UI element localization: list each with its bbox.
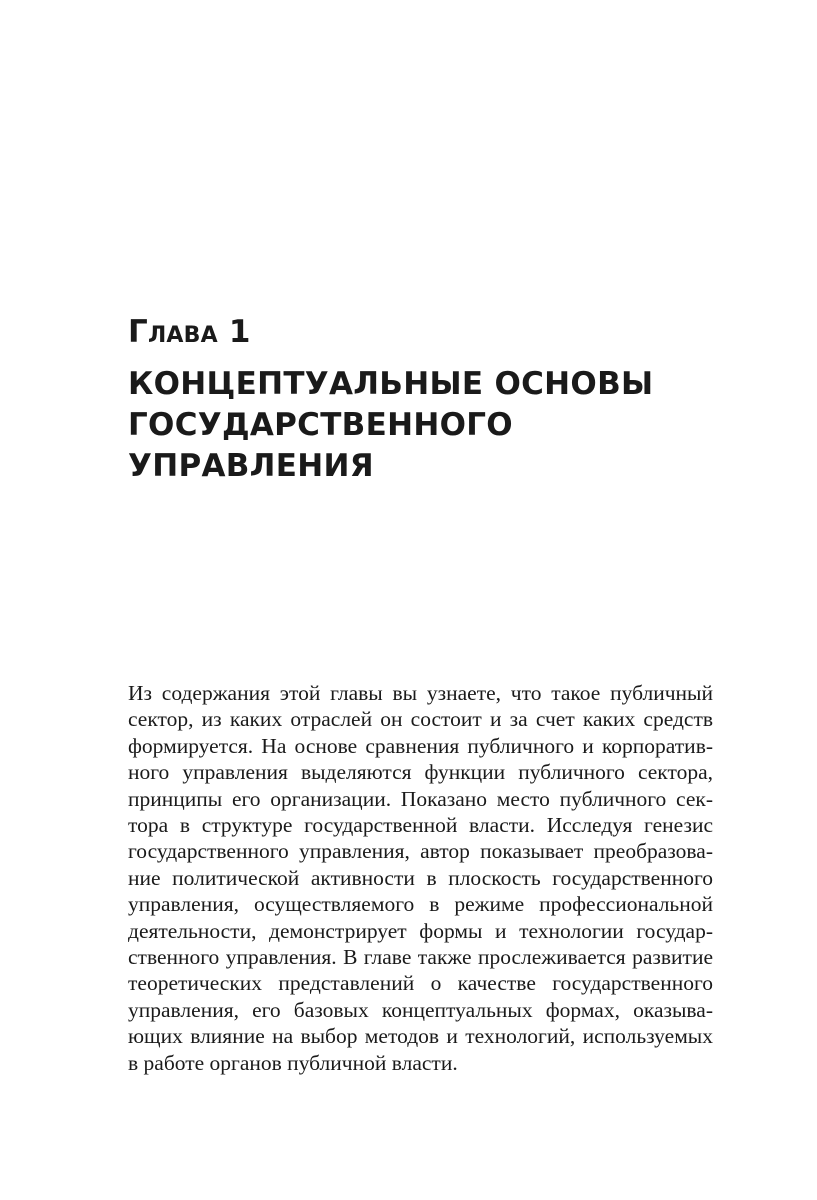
chapter-title-line: КОНЦЕПТУАЛЬНЫЕ ОСНОВЫ [128, 366, 654, 402]
abstract-line: управления, осуществляемого в режиме профессиональной [128, 892, 713, 917]
abstract-line: в работе органов публичной власти. [128, 1050, 458, 1075]
chapter-title-line: УПРАВЛЕНИЯ [128, 448, 374, 484]
abstract-line: ного управления выделяются функции публичного сектора, [128, 760, 713, 785]
abstract-line: принципы его организации. Показано место публичного сек- [128, 786, 713, 811]
chapter-abstract [128, 680, 713, 1076]
abstract-line: сектор, из каких отраслей он состоит и за счет каких средств [128, 707, 713, 732]
abstract-line: теоретических представлений о качестве государственного [128, 971, 713, 996]
abstract-line: формируется. На основе сравнения публичного и корпоратив- [128, 733, 713, 758]
abstract-line: ственного управления. В главе также прослеживается развитие [128, 945, 713, 970]
abstract-line: ние политической активности в плоскость государственного [128, 865, 713, 890]
abstract-line: Из содержания этой главы вы узнаете, что такое публичный [128, 681, 713, 705]
chapter-title [128, 364, 748, 487]
abstract-line: государственного управления, автор показывает преобразова- [128, 839, 713, 864]
abstract-line: деятельности, демонстрирует формы и технологии государ- [128, 918, 713, 943]
abstract-line: ющих влияние на выбор методов и технологий, используемых [128, 1024, 713, 1049]
chapter-label: Глава 1 [128, 314, 251, 350]
chapter-title-line: ГОСУДАРСТВЕННОГО [128, 407, 513, 443]
abstract-line: тора в структуре государственной власти. Исследуя генезис [128, 813, 713, 838]
abstract-line: управления, его базовых концептуальных формах, оказыва- [128, 997, 713, 1022]
